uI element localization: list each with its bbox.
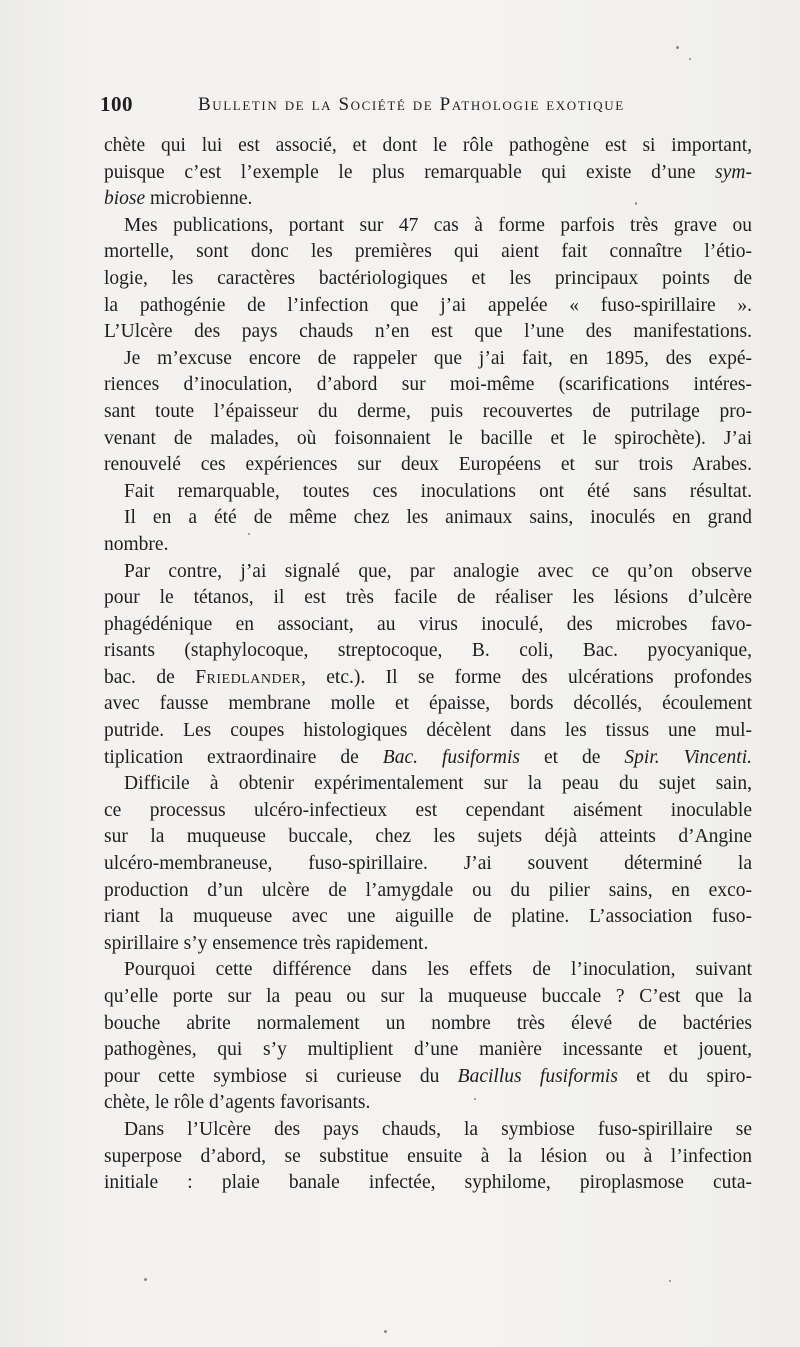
scan-speck — [474, 1098, 476, 1100]
body-text — [104, 133, 752, 1197]
italic-span: Spir. Vincenti. — [624, 746, 753, 768]
text-line: ulcéro-membraneuse, fuso-spirillaire. J’ai souvent déterminé la — [104, 853, 752, 875]
text-line: L’Ulcère des pays chauds n’en est que l’une des manifestations. — [104, 321, 752, 343]
text-line: ce processus ulcéro-infectieux est cependant aisément inoculable — [104, 799, 752, 821]
text-line — [104, 160, 752, 187]
italic-span: Bacillus fusiformis — [457, 1065, 618, 1087]
text-span: et du spiro- — [617, 1065, 752, 1087]
text-span: microbienne. — [145, 188, 253, 210]
text-line: initiale : plaie banale infectée, syphilome, piroplasmose cuta- — [104, 1172, 752, 1194]
text-line: venant de malades, où foisonnaient le bacille et le spirochète). J’ai — [104, 427, 752, 449]
text-span: pour cette symbiose si curieuse du — [104, 1065, 458, 1087]
scan-speck — [689, 58, 691, 60]
text-span: , etc.). Il se forme des ulcérations profondes — [300, 666, 752, 688]
paragraph-start-line: Fait remarquable, toutes ces inoculations ont été sans résultat. — [124, 480, 752, 502]
running-head: Bulletin de la Société de Pathologie exotique — [198, 94, 625, 115]
text-line: riant la muqueuse avec une aiguille de platine. L’association fuso- — [104, 906, 752, 928]
text-line: production d’un ulcère de l’amygdale ou du pilier sains, en exco- — [104, 879, 752, 901]
text-line: logie, les caractères bactériologiques et les principaux points de — [104, 267, 752, 289]
text-line: sant toute l’épaisseur du derme, puis recouvertes de putrilage pro- — [104, 400, 752, 422]
paragraph-start-line: Par contre, j’ai signalé que, par analogie avec ce qu’on observe — [124, 560, 752, 582]
text-line: risants (staphylocoque, streptocoque, B. coli, Bac. pyocyanique, — [104, 640, 752, 662]
small-caps-span: Friedlander — [195, 666, 301, 688]
text-line: riences d’inoculation, d’abord sur moi-même (scarifications intéres- — [104, 374, 752, 396]
paragraph-start-line: Je m’excuse encore de rappeler que j’ai fait, en 1895, des expé- — [124, 347, 752, 369]
page-header — [100, 92, 740, 122]
italic-span: biose — [104, 188, 146, 210]
text-span: bac. de — [104, 666, 196, 688]
text-line: qu’elle porte sur la peau ou sur la muqueuse buccale ? C’est que la — [104, 986, 752, 1007]
italic-span: sym- — [715, 161, 752, 183]
scan-speck — [669, 1280, 671, 1282]
text-line: mortelle, sont donc les premières qui aient fait connaître l’étio- — [104, 241, 752, 263]
text-line: chète qui lui est associé, et dont le rôle pathogène est si important, — [104, 135, 752, 156]
paragraph-start-line: Difficile à obtenir expérimentalement sur la peau du sujet sain, — [124, 773, 752, 795]
text-line: renouvelé ces expériences sur deux Européens et sur trois Arabes. — [104, 454, 752, 476]
scan-speck — [384, 1330, 387, 1333]
text-line — [104, 665, 752, 692]
paragraph-start-line: Mes publications, portant sur 47 cas à forme parfois très grave ou — [124, 214, 752, 236]
scan-speck — [635, 202, 637, 205]
scan-speck — [676, 46, 679, 49]
text-line: spirillaire s’y ensemence très rapidement. — [104, 932, 429, 954]
text-line — [104, 1064, 752, 1091]
paragraph-start-line: Pourquoi cette différence dans les effets de l’inoculation, suivant — [124, 959, 752, 981]
text-line: pour le tétanos, il est très facile de réaliser les lésions d’ulcère — [104, 587, 752, 609]
text-line: la pathogénie de l’infection que j’ai appelée « fuso-spirillaire ». — [104, 294, 752, 316]
text-line: avec fausse membrane molle et épaisse, bords décollés, écoulement — [104, 693, 752, 715]
paragraph-start-line: Il en a été de même chez les animaux sains, inoculés en grand — [124, 507, 752, 529]
text-line: putride. Les coupes histologiques décèlent dans les tissus une mul- — [104, 720, 752, 742]
text-span: puisque c’est l’exemple le plus remarquable qui existe d’une — [104, 161, 716, 183]
text-line: sur la muqueuse buccale, chez les sujets déjà atteints d’Angine — [104, 826, 752, 848]
text-span: et de — [519, 746, 625, 768]
text-line: superpose d’abord, se substitue ensuite à la lésion ou à l’infection — [104, 1145, 752, 1167]
italic-span: Bac. fusiformis — [382, 746, 520, 768]
text-line — [104, 745, 752, 772]
text-line: phagédénique en associant, au virus inoculé, des microbes favo- — [104, 613, 752, 635]
text-span: tiplication extraordinaire de — [104, 746, 383, 768]
page-number: 100 — [100, 92, 133, 116]
scan-speck — [248, 533, 250, 535]
scan-speck — [144, 1278, 147, 1281]
text-line: nombre. — [104, 533, 169, 555]
text-line: chète, le rôle d’agents favorisants. — [104, 1092, 371, 1114]
text-line: pathogènes, qui s’y multiplient d’une manière incessante et jouent, — [104, 1039, 752, 1061]
paragraph-start-line: Dans l’Ulcère des pays chauds, la symbiose fuso-spirillaire se — [124, 1118, 752, 1140]
text-line: bouche abrite normalement un nombre très élevé de bactéries — [104, 1012, 752, 1034]
text-line — [104, 186, 752, 213]
